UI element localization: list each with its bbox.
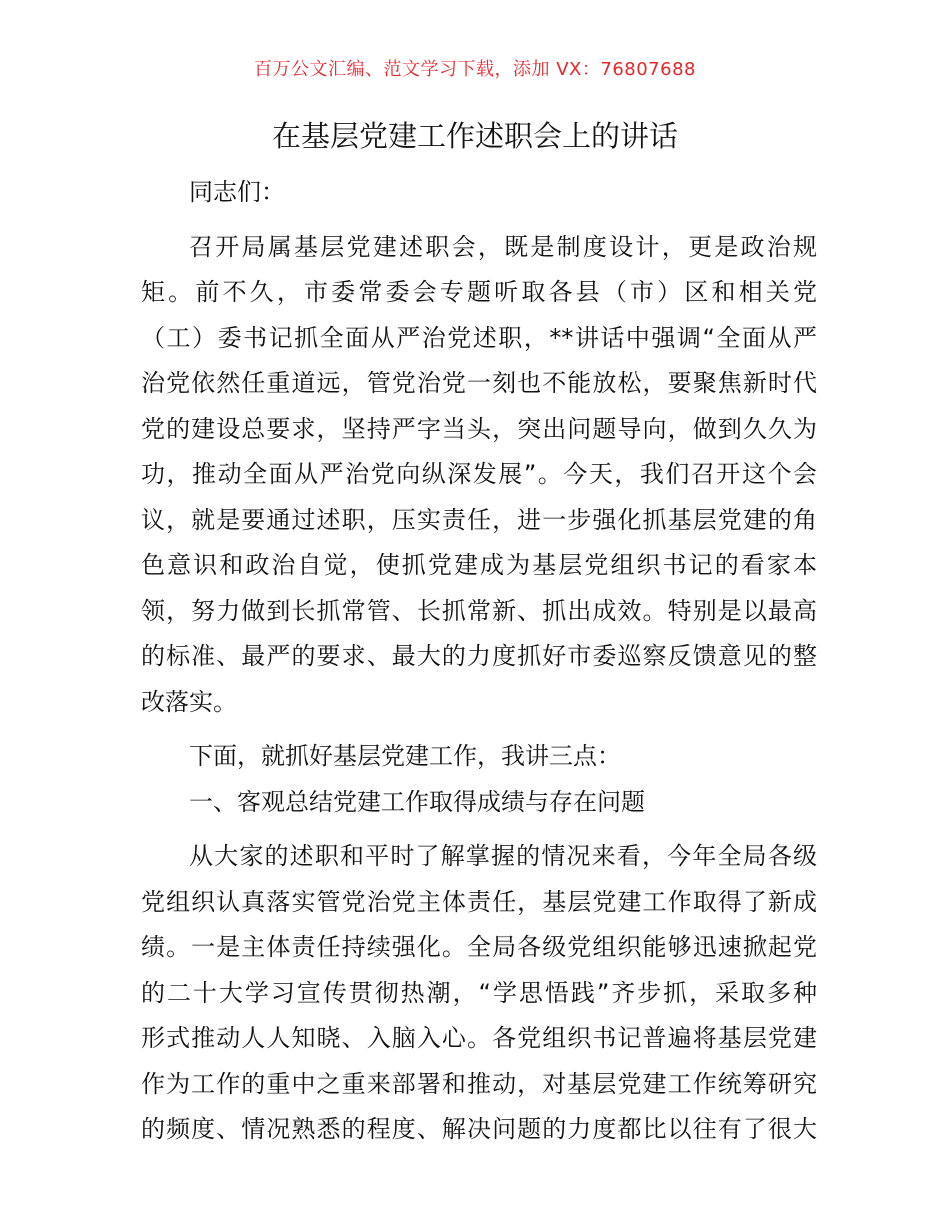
paragraph-1	[141, 225, 817, 726]
watermark-header: 百万公文汇编、范文学习下载，添加 VX：76807688	[254, 59, 696, 80]
paragraph-line: 绩。一是主体责任持续强化。全局各级党组织能够迅速掀起党	[141, 933, 817, 961]
paragraph-line: 的频度、情况熟悉的程度、解决问题的力度都比以往有了很大	[141, 1115, 817, 1143]
paragraph-line: 形式推动人人知晓、入脑入心。各党组织书记普遍将基层党建	[141, 1024, 817, 1052]
paragraph-line: 矩。前不久，市委常委会专题听取各县（市）区和相关党	[141, 278, 817, 306]
paragraph-line: 改落实。	[141, 687, 237, 716]
paragraph-line: 的标准、最严的要求、最大的力度抓好市委巡察反馈意见的整	[141, 642, 817, 670]
paragraph-line: 功，推动全面从严治党向纵深发展”。今天，我们召开这个会	[141, 460, 817, 488]
paragraph-line: 领，努力做到长抓常管、长抓常新、抓出成效。特别是以最高	[141, 596, 817, 625]
paragraph-line: 的二十大学习宣传贯彻热潮，“学思悟践”齐步抓，采取多种	[141, 978, 817, 1007]
paragraph-line: 党的建设总要求，坚持严字当头，突出问题导向，做到久久为	[141, 414, 817, 443]
paragraph-2	[141, 834, 817, 1153]
document-body	[141, 170, 817, 1153]
paragraph-line: 色意识和政治自觉，使抓党建成为基层党组织书记的看家本	[141, 551, 817, 579]
paragraph-line: 从大家的述职和平时了解掌握的情况来看，今年全局各级	[189, 842, 817, 870]
paragraph-line: 党组织认真落实管党治党主体责任，基层党建工作取得了新成	[141, 887, 817, 916]
paragraph-line: 治党依然任重道远，管党治党一刻也不能放松，要聚焦新时代	[141, 369, 817, 397]
section-heading: 一、客观总结党建工作取得成绩与存在问题	[189, 787, 645, 816]
greeting: 同志们：	[189, 178, 285, 206]
paragraph-line: 作为工作的重中之重来部署和推动，对基层党建工作统筹研究	[141, 1069, 817, 1098]
intro-line: 下面，就抓好基层党建工作，我讲三点：	[189, 742, 621, 770]
paragraph-line: （工）委书记抓全面从严治党述职，**讲话中强调“全面从严	[141, 323, 817, 352]
document-title: 在基层党建工作述职会上的讲话	[271, 119, 678, 153]
paragraph-line: 召开局属基层党建述职会，既是制度设计，更是政治规	[189, 232, 817, 261]
paragraph-line: 议，就是要通过述职，压实责任，进一步强化抓基层党建的角	[141, 505, 817, 534]
